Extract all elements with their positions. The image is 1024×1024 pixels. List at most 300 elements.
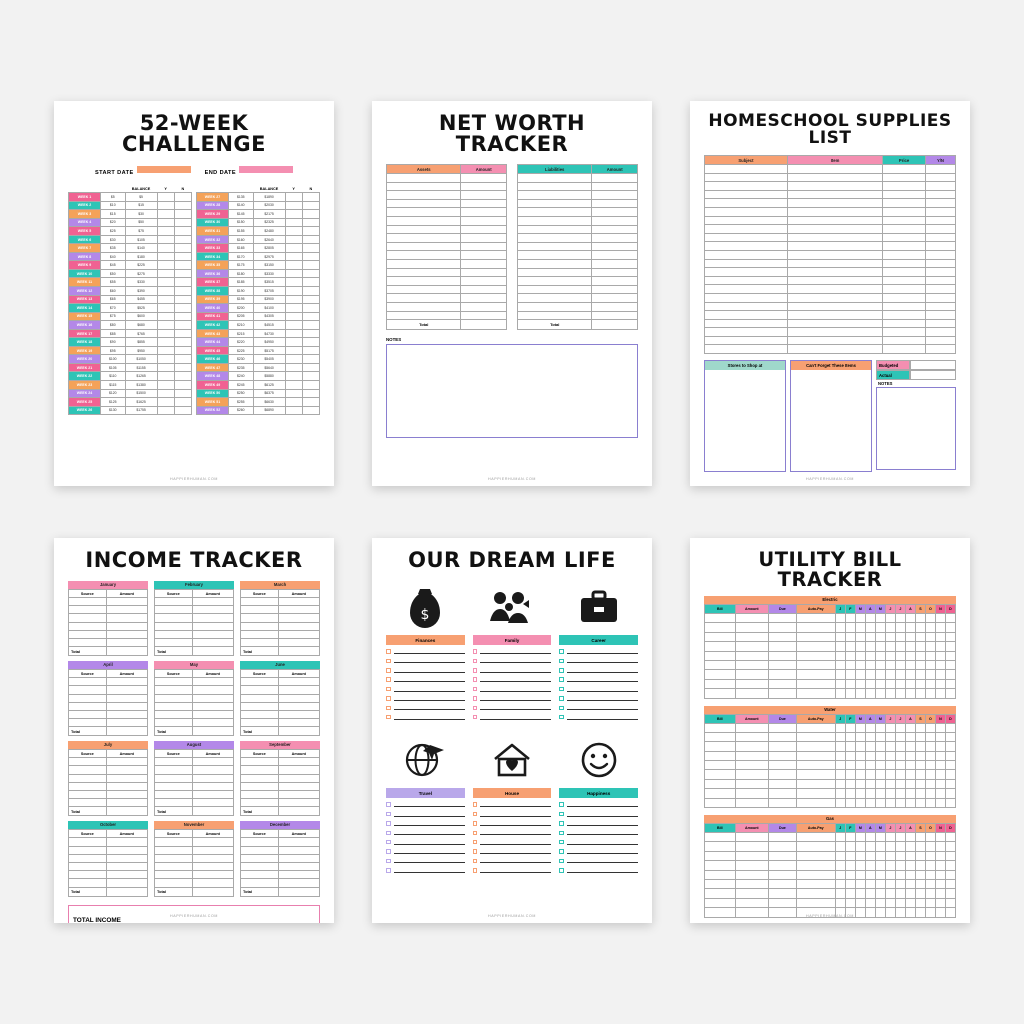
source-cell[interactable] [155, 630, 193, 638]
source-cell[interactable] [241, 719, 279, 727]
source-cell[interactable] [155, 758, 193, 766]
due-cell[interactable] [769, 642, 797, 651]
month-cell[interactable] [865, 889, 875, 898]
month-cell[interactable] [925, 833, 935, 842]
table-row[interactable] [69, 630, 148, 638]
check-y[interactable] [157, 381, 174, 390]
table-row[interactable] [241, 702, 320, 710]
month-cell[interactable] [865, 732, 875, 741]
table-row[interactable] [705, 207, 956, 216]
check-n[interactable] [174, 287, 191, 296]
month-cell[interactable] [895, 679, 905, 688]
total-value[interactable] [106, 887, 148, 896]
source-cell[interactable] [241, 774, 279, 782]
source-cell[interactable] [155, 598, 193, 606]
month-cell[interactable] [915, 779, 925, 788]
month-cell[interactable] [855, 723, 865, 732]
checkbox[interactable] [559, 859, 564, 864]
autopay-cell[interactable] [796, 842, 835, 851]
table-row[interactable] [69, 244, 192, 253]
month-cell[interactable] [935, 798, 945, 807]
month-cell[interactable] [855, 789, 865, 798]
amount-cell[interactable] [461, 234, 507, 243]
month-cell[interactable] [895, 779, 905, 788]
price-cell[interactable] [883, 276, 926, 285]
subject-cell[interactable] [705, 259, 788, 268]
due-cell[interactable] [769, 851, 797, 860]
month-cell[interactable] [895, 732, 905, 741]
amount-cell[interactable] [735, 842, 768, 851]
month-cell[interactable] [935, 651, 945, 660]
month-cell[interactable] [855, 670, 865, 679]
goal-line[interactable] [386, 687, 465, 692]
due-cell[interactable] [769, 623, 797, 632]
table-row[interactable] [705, 242, 956, 251]
month-cell[interactable] [855, 898, 865, 907]
source-cell[interactable] [155, 622, 193, 630]
write-line[interactable] [567, 668, 638, 673]
utility-table[interactable] [704, 823, 956, 918]
month-cell[interactable] [915, 842, 925, 851]
table-row[interactable] [241, 791, 320, 799]
table-row[interactable] [387, 268, 507, 277]
table-row[interactable] [518, 251, 638, 260]
price-cell[interactable] [883, 207, 926, 216]
source-cell[interactable] [155, 879, 193, 887]
check-n[interactable] [174, 389, 191, 398]
amount-cell[interactable] [461, 199, 507, 208]
month-cell[interactable] [845, 614, 855, 623]
month-cell[interactable] [875, 833, 885, 842]
source-cell[interactable] [241, 791, 279, 799]
check-n[interactable] [302, 218, 319, 227]
checkbox[interactable] [386, 840, 391, 845]
table-row[interactable] [155, 710, 234, 718]
month-cell[interactable] [845, 761, 855, 770]
amount-cell[interactable] [192, 686, 234, 694]
source-cell[interactable] [69, 630, 107, 638]
amount-cell[interactable] [592, 242, 638, 251]
table-row[interactable] [69, 871, 148, 879]
month-cell[interactable] [845, 679, 855, 688]
table-row[interactable] [69, 210, 192, 219]
check-y[interactable] [157, 304, 174, 313]
check-y[interactable] [157, 338, 174, 347]
month-cell[interactable] [935, 642, 945, 651]
amount-cell[interactable] [278, 838, 320, 846]
amount-cell[interactable] [192, 846, 234, 854]
table-row[interactable] [705, 319, 956, 328]
month-cell[interactable] [925, 761, 935, 770]
table-row[interactable] [705, 833, 956, 842]
table-row[interactable] [69, 406, 192, 415]
month-cell[interactable] [935, 851, 945, 860]
table-row[interactable] [518, 191, 638, 200]
amount-cell[interactable] [106, 719, 148, 727]
month-cell[interactable] [945, 779, 955, 788]
yn-cell[interactable] [925, 276, 955, 285]
month-cell[interactable] [895, 879, 905, 888]
month-cell[interactable] [885, 623, 895, 632]
month-cell[interactable] [855, 851, 865, 860]
amount-cell[interactable] [592, 259, 638, 268]
month-cell[interactable] [915, 732, 925, 741]
month-cell[interactable] [915, 833, 925, 842]
table-row[interactable] [518, 277, 638, 286]
check-n[interactable] [174, 218, 191, 227]
autopay-cell[interactable] [796, 870, 835, 879]
table-row[interactable] [69, 261, 192, 270]
table-row[interactable] [197, 244, 320, 253]
month-cell[interactable] [865, 779, 875, 788]
month-cell[interactable] [915, 670, 925, 679]
month-cell[interactable] [915, 861, 925, 870]
month-cell[interactable] [845, 861, 855, 870]
month-cell[interactable] [835, 833, 845, 842]
table-row[interactable] [155, 758, 234, 766]
month-cell[interactable] [935, 632, 945, 641]
table-row[interactable] [69, 774, 148, 782]
total-value[interactable] [106, 807, 148, 816]
yn-cell[interactable] [925, 165, 955, 174]
yn-cell[interactable] [925, 345, 955, 354]
amount-cell[interactable] [106, 791, 148, 799]
month-cell[interactable] [855, 732, 865, 741]
total-value[interactable] [278, 647, 320, 656]
month-cell[interactable] [915, 798, 925, 807]
check-y[interactable] [285, 278, 302, 287]
month-cell[interactable] [885, 732, 895, 741]
month-table[interactable] [240, 749, 320, 816]
check-n[interactable] [302, 252, 319, 261]
entry-cell[interactable] [518, 225, 592, 234]
amount-cell[interactable] [192, 871, 234, 879]
month-cell[interactable] [895, 842, 905, 851]
write-line[interactable] [480, 821, 551, 826]
month-cell[interactable] [945, 851, 955, 860]
month-table[interactable] [68, 829, 148, 896]
month-cell[interactable] [875, 789, 885, 798]
month-cell[interactable] [895, 789, 905, 798]
actual-input[interactable] [910, 370, 956, 380]
table-row[interactable] [69, 346, 192, 355]
month-cell[interactable] [875, 898, 885, 907]
month-table[interactable] [240, 589, 320, 656]
table-row[interactable] [705, 328, 956, 337]
amount-cell[interactable] [461, 225, 507, 234]
check-n[interactable] [174, 321, 191, 330]
source-cell[interactable] [155, 766, 193, 774]
month-cell[interactable] [895, 660, 905, 669]
month-cell[interactable] [905, 689, 915, 698]
price-cell[interactable] [883, 311, 926, 320]
month-cell[interactable] [905, 861, 915, 870]
month-cell[interactable] [875, 651, 885, 660]
goal-line[interactable] [386, 658, 465, 663]
check-y[interactable] [285, 329, 302, 338]
check-n[interactable] [174, 406, 191, 415]
table-row[interactable] [518, 268, 638, 277]
write-line[interactable] [567, 649, 638, 654]
table-row[interactable] [69, 862, 148, 870]
check-y[interactable] [285, 346, 302, 355]
autopay-cell[interactable] [796, 651, 835, 660]
yn-cell[interactable] [925, 250, 955, 259]
check-y[interactable] [285, 304, 302, 313]
amount-cell[interactable] [106, 758, 148, 766]
check-n[interactable] [302, 244, 319, 253]
month-cell[interactable] [935, 732, 945, 741]
month-cell[interactable] [875, 732, 885, 741]
amount-cell[interactable] [192, 799, 234, 807]
source-cell[interactable] [69, 774, 107, 782]
month-cell[interactable] [925, 742, 935, 751]
table-row[interactable] [69, 879, 148, 887]
entry-cell[interactable] [518, 268, 592, 277]
write-line[interactable] [480, 705, 551, 710]
month-cell[interactable] [945, 789, 955, 798]
write-line[interactable] [480, 649, 551, 654]
checkbox[interactable] [473, 715, 478, 720]
month-cell[interactable] [845, 632, 855, 641]
month-cell[interactable] [945, 889, 955, 898]
checkbox[interactable] [559, 831, 564, 836]
month-cell[interactable] [925, 689, 935, 698]
source-cell[interactable] [69, 782, 107, 790]
month-cell[interactable] [835, 861, 845, 870]
checkbox[interactable] [386, 715, 391, 720]
month-cell[interactable] [835, 789, 845, 798]
due-cell[interactable] [769, 761, 797, 770]
table-row[interactable] [241, 630, 320, 638]
month-cell[interactable] [835, 851, 845, 860]
table-row[interactable] [705, 898, 956, 907]
autopay-cell[interactable] [796, 742, 835, 751]
source-cell[interactable] [69, 758, 107, 766]
table-row[interactable] [69, 278, 192, 287]
write-line[interactable] [394, 687, 465, 692]
month-cell[interactable] [915, 898, 925, 907]
month-cell[interactable] [925, 732, 935, 741]
amount-cell[interactable] [192, 638, 234, 646]
month-cell[interactable] [915, 742, 925, 751]
month-cell[interactable] [855, 632, 865, 641]
month-cell[interactable] [915, 770, 925, 779]
month-cell[interactable] [845, 723, 855, 732]
amount-cell[interactable] [106, 862, 148, 870]
month-cell[interactable] [845, 889, 855, 898]
month-cell[interactable] [895, 861, 905, 870]
check-n[interactable] [302, 227, 319, 236]
supplies-table[interactable] [704, 155, 956, 354]
entry-cell[interactable] [387, 268, 461, 277]
month-cell[interactable] [895, 642, 905, 651]
amount-cell[interactable] [278, 614, 320, 622]
checkbox[interactable] [473, 840, 478, 845]
month-cell[interactable] [915, 689, 925, 698]
table-row[interactable] [705, 173, 956, 182]
table-row[interactable] [197, 398, 320, 407]
table-row[interactable] [69, 702, 148, 710]
amount-cell[interactable] [735, 861, 768, 870]
total-value[interactable] [278, 887, 320, 896]
month-cell[interactable] [875, 723, 885, 732]
month-cell[interactable] [835, 870, 845, 879]
month-cell[interactable] [925, 770, 935, 779]
write-line[interactable] [480, 812, 551, 817]
month-cell[interactable] [935, 789, 945, 798]
autopay-cell[interactable] [796, 732, 835, 741]
month-cell[interactable] [925, 798, 935, 807]
table-row[interactable] [69, 252, 192, 261]
amount-cell[interactable] [735, 879, 768, 888]
write-line[interactable] [394, 715, 465, 720]
table-row[interactable] [705, 779, 956, 788]
bill-cell[interactable] [705, 614, 736, 623]
subject-cell[interactable] [705, 302, 788, 311]
write-line[interactable] [567, 849, 638, 854]
table-row[interactable] [705, 842, 956, 851]
amount-cell[interactable] [461, 285, 507, 294]
month-table[interactable] [154, 589, 234, 656]
source-cell[interactable] [241, 758, 279, 766]
entry-cell[interactable] [387, 191, 461, 200]
source-cell[interactable] [241, 846, 279, 854]
item-cell[interactable] [787, 207, 882, 216]
bill-cell[interactable] [705, 898, 736, 907]
table-row[interactable] [197, 287, 320, 296]
end-date-input[interactable] [239, 166, 293, 173]
check-y[interactable] [157, 346, 174, 355]
amount-cell[interactable] [106, 702, 148, 710]
amount-cell[interactable] [278, 710, 320, 718]
table-row[interactable] [155, 694, 234, 702]
month-cell[interactable] [855, 751, 865, 760]
month-cell[interactable] [865, 761, 875, 770]
table-row[interactable] [705, 870, 956, 879]
table-row[interactable] [69, 606, 148, 614]
due-cell[interactable] [769, 870, 797, 879]
item-cell[interactable] [787, 250, 882, 259]
month-cell[interactable] [855, 623, 865, 632]
bill-cell[interactable] [705, 689, 736, 698]
month-cell[interactable] [925, 842, 935, 851]
month-cell[interactable] [895, 742, 905, 751]
amount-cell[interactable] [592, 199, 638, 208]
month-cell[interactable] [875, 798, 885, 807]
write-line[interactable] [394, 849, 465, 854]
month-cell[interactable] [925, 789, 935, 798]
month-cell[interactable] [905, 751, 915, 760]
month-cell[interactable] [865, 742, 875, 751]
amount-cell[interactable] [735, 632, 768, 641]
table-row[interactable] [197, 346, 320, 355]
goal-line[interactable] [386, 812, 465, 817]
month-cell[interactable] [865, 723, 875, 732]
month-cell[interactable] [925, 751, 935, 760]
check-y[interactable] [157, 218, 174, 227]
source-cell[interactable] [155, 799, 193, 807]
checkbox[interactable] [473, 696, 478, 701]
goal-line[interactable] [559, 658, 638, 663]
check-n[interactable] [302, 398, 319, 407]
check-y[interactable] [285, 235, 302, 244]
table-row[interactable] [705, 751, 956, 760]
month-cell[interactable] [835, 742, 845, 751]
write-line[interactable] [567, 812, 638, 817]
source-cell[interactable] [155, 678, 193, 686]
item-cell[interactable] [787, 242, 882, 251]
table-row[interactable] [518, 259, 638, 268]
entry-cell[interactable] [518, 242, 592, 251]
table-row[interactable] [155, 791, 234, 799]
goal-line[interactable] [559, 696, 638, 701]
table-row[interactable] [387, 242, 507, 251]
check-n[interactable] [174, 227, 191, 236]
table-row[interactable] [197, 193, 320, 202]
subject-cell[interactable] [705, 216, 788, 225]
amount-cell[interactable] [192, 710, 234, 718]
write-line[interactable] [567, 696, 638, 701]
checkbox[interactable] [473, 649, 478, 654]
amount-cell[interactable] [278, 638, 320, 646]
price-cell[interactable] [883, 268, 926, 277]
check-y[interactable] [157, 406, 174, 415]
month-cell[interactable] [875, 614, 885, 623]
goal-line[interactable] [559, 868, 638, 873]
start-date-input[interactable] [137, 166, 191, 173]
autopay-cell[interactable] [796, 670, 835, 679]
month-cell[interactable] [885, 651, 895, 660]
table-row[interactable] [197, 389, 320, 398]
month-cell[interactable] [885, 660, 895, 669]
check-n[interactable] [174, 398, 191, 407]
table-row[interactable] [241, 774, 320, 782]
bill-cell[interactable] [705, 679, 736, 688]
table-row[interactable] [705, 742, 956, 751]
table-row[interactable] [387, 208, 507, 217]
bill-cell[interactable] [705, 889, 736, 898]
table-row[interactable] [69, 638, 148, 646]
checkbox[interactable] [473, 668, 478, 673]
check-n[interactable] [302, 312, 319, 321]
month-cell[interactable] [935, 833, 945, 842]
table-row[interactable] [518, 208, 638, 217]
source-cell[interactable] [155, 774, 193, 782]
checkbox[interactable] [559, 840, 564, 845]
amount-cell[interactable] [106, 766, 148, 774]
table-row[interactable] [705, 293, 956, 302]
table-row[interactable] [155, 678, 234, 686]
month-cell[interactable] [915, 761, 925, 770]
month-cell[interactable] [925, 623, 935, 632]
subject-cell[interactable] [705, 225, 788, 234]
due-cell[interactable] [769, 770, 797, 779]
source-cell[interactable] [69, 854, 107, 862]
subject-cell[interactable] [705, 285, 788, 294]
price-cell[interactable] [883, 173, 926, 182]
check-n[interactable] [302, 235, 319, 244]
amount-cell[interactable] [192, 614, 234, 622]
month-cell[interactable] [935, 751, 945, 760]
amount-cell[interactable] [735, 642, 768, 651]
item-cell[interactable] [787, 216, 882, 225]
amount-cell[interactable] [735, 660, 768, 669]
month-cell[interactable] [865, 770, 875, 779]
check-n[interactable] [302, 295, 319, 304]
write-line[interactable] [394, 812, 465, 817]
table-row[interactable] [518, 174, 638, 183]
